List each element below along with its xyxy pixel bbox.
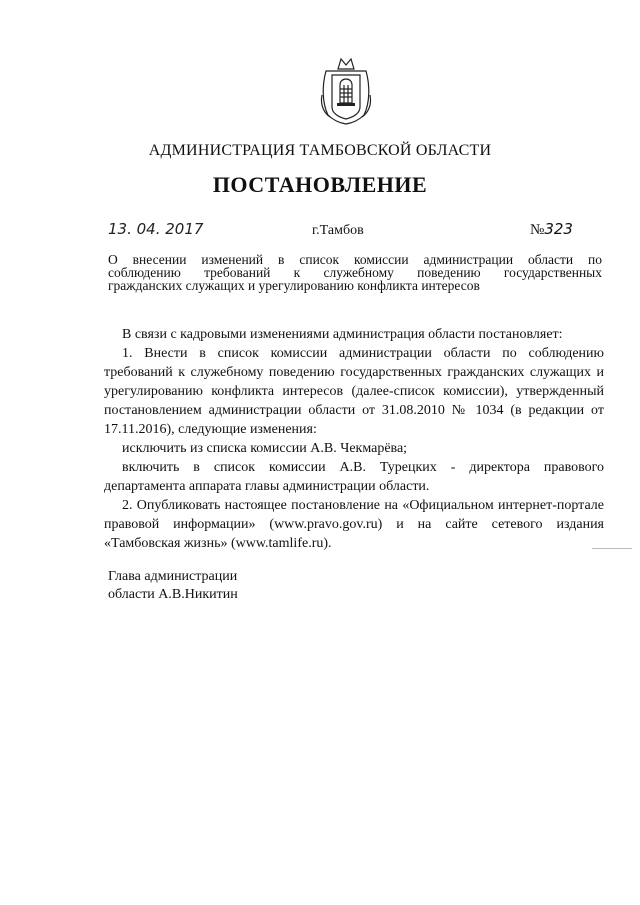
scan-mark — [592, 548, 632, 549]
body-item-2: 2. Опубликовать настоящее постановление на «Официальном интернет-портале правовой информации» (www.pravo.gov.ru) и на сайте сетевого издания «Тамбовская жизнь» (www.tamlife.ru). — [104, 498, 604, 551]
number-prefix: № — [530, 222, 545, 238]
document-type-title: ПОСТАНОВЛЕНИЕ — [212, 172, 428, 197]
document-number — [530, 220, 573, 239]
signature-name: области А.В.Никитин — [108, 587, 238, 602]
document-subject — [108, 253, 602, 292]
document-body — [104, 325, 604, 553]
subject-line: соблюдению требований к служебному поведению государственных — [108, 265, 602, 280]
coat-of-arms-emblem — [316, 55, 376, 125]
body-include: включить в список комиссии А.В. Турецких - директора правового департамента аппарата главы администрации области. — [104, 460, 604, 494]
organization-title: АДМИНИСТРАЦИЯ ТАМБОВСКОЙ ОБЛАСТИ — [148, 142, 492, 159]
document-date: 13. 04. 2017 — [108, 220, 204, 238]
subject-line: О внесении изменений в список комиссии администрации области по — [108, 252, 602, 267]
body-item-1: 1. Внести в список комиссии администрации области по соблюдению требований к служебному поведению государственных гражданских служащих и урегулированию конфликта интересов (далее-список комиссии), утвержденный постановлением администрации области от 31.08.2010 № 1034 (в редакции от 17.11.2016), следующие изменения: — [104, 346, 604, 437]
body-exclude: исключить из списка комиссии А.В. Чекмарёва; — [122, 441, 408, 456]
body-intro: В связи с кадровыми изменениями администрация области постановляет: — [122, 327, 563, 342]
signature-block — [108, 568, 238, 604]
signature-title: Глава администрации — [108, 569, 238, 584]
subject-line: гражданских служащих и урегулированию конфликта интересов — [108, 278, 480, 293]
document-city: г.Тамбов — [312, 223, 364, 238]
number-value: 323 — [544, 220, 573, 238]
